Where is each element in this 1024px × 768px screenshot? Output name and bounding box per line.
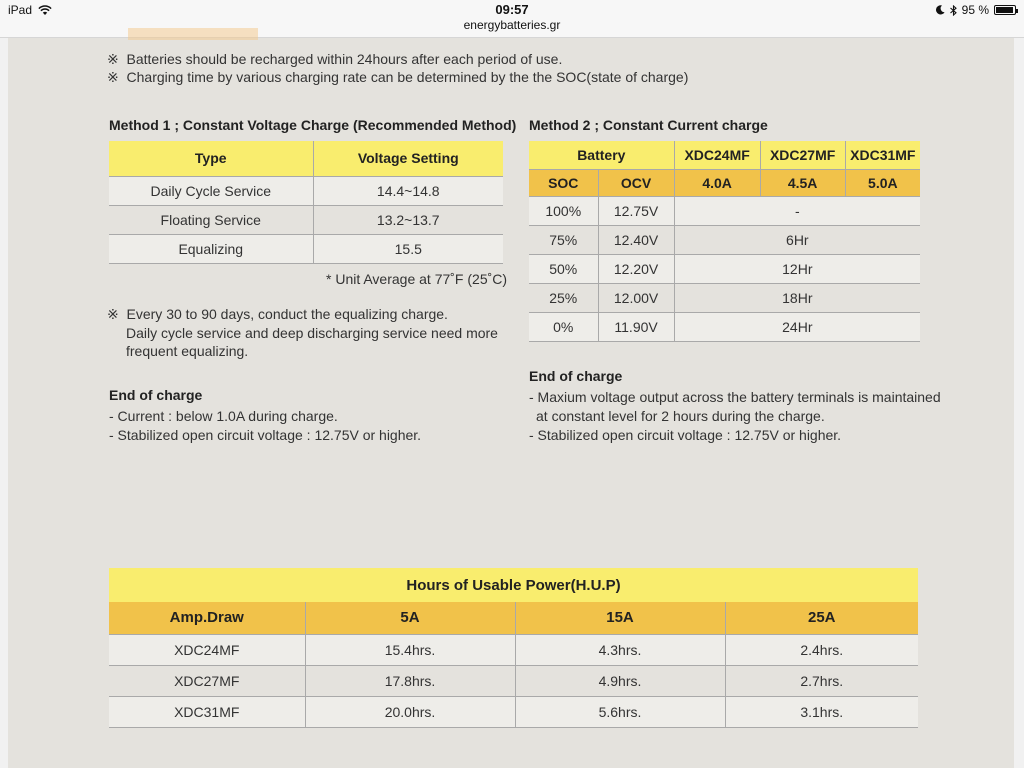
table-cell: 12.75V	[598, 196, 674, 225]
table-header-row	[109, 602, 918, 634]
moon-icon	[936, 5, 945, 15]
header-cell: 5.0A	[845, 169, 920, 196]
header-cell: SOC	[529, 169, 598, 196]
table-cell: Floating Service	[109, 205, 313, 234]
table-cell: 20.0hrs.	[305, 696, 515, 727]
table-cell: 100%	[529, 196, 598, 225]
table-row	[109, 665, 918, 696]
table-cell: 4.3hrs.	[515, 634, 725, 665]
device-label: iPad	[8, 3, 33, 17]
table-cell: 15.5	[313, 234, 503, 263]
table-cell: 24Hr	[674, 312, 920, 341]
end-of-charge-line: at constant level for 2 hours during the charge.	[536, 408, 825, 424]
table-cell: XDC24MF	[109, 634, 305, 665]
header-cell: 25A	[725, 602, 918, 634]
table-cell: 0%	[529, 312, 598, 341]
method2-title: Method 2 ; Constant Current charge	[529, 117, 768, 133]
note-soc	[107, 69, 688, 86]
header-cell: OCV	[598, 169, 674, 196]
equalize-note-line: Daily cycle service and deep discharging service need more	[126, 325, 498, 341]
note-recharge	[107, 51, 562, 68]
table-row	[529, 225, 920, 254]
end-of-charge-line: - Stabilized open circuit voltage : 12.75V or higher.	[529, 427, 842, 443]
content-panel	[8, 38, 1014, 768]
table-cell: 12.00V	[598, 283, 674, 312]
table-row	[109, 176, 503, 205]
end-of-charge-title: End of charge	[529, 368, 623, 384]
table-cell: 11.90V	[598, 312, 674, 341]
table-cell: XDC27MF	[109, 665, 305, 696]
note-text: Every 30 to 90 days, conduct the equalizing charge.	[126, 306, 448, 322]
header-accent	[128, 28, 258, 40]
equalize-note-line: frequent equalizing.	[126, 343, 249, 359]
table-cell: 18Hr	[674, 283, 920, 312]
status-right	[936, 3, 1016, 17]
table-cell: 14.4~14.8	[313, 176, 503, 205]
unit-note: * Unit Average at 77˚F (25˚C)	[326, 271, 508, 287]
table-row	[109, 234, 503, 263]
battery-percent: 95 %	[961, 3, 989, 17]
table-cell: 5.6hrs.	[515, 696, 725, 727]
header-cell: Amp.Draw	[109, 602, 305, 634]
table-cell: 50%	[529, 254, 598, 283]
clock: 09:57	[495, 2, 529, 17]
header-cell: 4.0A	[674, 169, 760, 196]
end-of-charge-line: - Maxium voltage output across the battery terminals is maintained	[529, 389, 941, 405]
table-row	[109, 205, 503, 234]
header-cell: XDC27MF	[760, 141, 845, 169]
table-cell: 6Hr	[674, 225, 920, 254]
header-cell: 5A	[305, 602, 515, 634]
table-row	[109, 634, 918, 665]
table-cell: 2.7hrs.	[725, 665, 918, 696]
end-of-charge-line: - Current : below 1.0A during charge.	[109, 408, 338, 424]
header-cell: XDC24MF	[674, 141, 760, 169]
table-cell: 3.1hrs.	[725, 696, 918, 727]
header-cell: XDC31MF	[845, 141, 920, 169]
table-cell: 4.9hrs.	[515, 665, 725, 696]
method1-table	[109, 141, 503, 264]
table-header-row	[109, 141, 503, 176]
header-cell: Battery	[529, 141, 674, 169]
url-bar[interactable]: energybatteries.gr	[463, 18, 561, 32]
header-cell: 4.5A	[760, 169, 845, 196]
method1-title: Method 1 ; Constant Voltage Charge (Recommended Method)	[109, 117, 517, 133]
table-cell: 12.20V	[598, 254, 674, 283]
header-cell: 15A	[515, 602, 725, 634]
table-cell: 12Hr	[674, 254, 920, 283]
table-row	[529, 283, 920, 312]
note-text: Charging time by various charging rate can be determined by the the SOC(state of charge)	[126, 69, 689, 85]
header-cell: Voltage Setting	[313, 141, 503, 176]
end-of-charge-line: - Stabilized open circuit voltage : 12.75V or higher.	[109, 427, 422, 443]
table-cell: Daily Cycle Service	[109, 176, 313, 205]
note-mark: ※	[107, 51, 119, 67]
table-cell: Equalizing	[109, 234, 313, 263]
end-of-charge-title: End of charge	[109, 387, 203, 403]
hup-title: Hours of Usable Power(H.U.P)	[406, 576, 621, 594]
web-page	[0, 38, 1024, 768]
table-row	[109, 696, 918, 727]
table-cell: 2.4hrs.	[725, 634, 918, 665]
note-mark: ※	[107, 306, 119, 322]
table-title-row	[109, 568, 918, 602]
hup-table	[109, 568, 918, 728]
table-cell: 12.40V	[598, 225, 674, 254]
table-cell: -	[674, 196, 920, 225]
table-row	[529, 196, 920, 225]
table-cell: 75%	[529, 225, 598, 254]
table-row	[529, 312, 920, 341]
table-cell: 25%	[529, 283, 598, 312]
table-cell: 15.4hrs.	[305, 634, 515, 665]
battery-icon	[994, 5, 1016, 15]
table-subheader-row	[529, 169, 920, 196]
table-row	[529, 254, 920, 283]
equalize-note	[107, 306, 448, 323]
table-cell: XDC31MF	[109, 696, 305, 727]
bluetooth-icon	[950, 5, 957, 16]
header-cell: Type	[109, 141, 313, 176]
method2-table	[529, 141, 920, 342]
note-text: Batteries should be recharged within 24hours after each period of use.	[126, 51, 563, 67]
note-mark: ※	[107, 69, 119, 85]
table-header-row	[529, 141, 920, 169]
table-cell: 13.2~13.7	[313, 205, 503, 234]
table-cell: 17.8hrs.	[305, 665, 515, 696]
